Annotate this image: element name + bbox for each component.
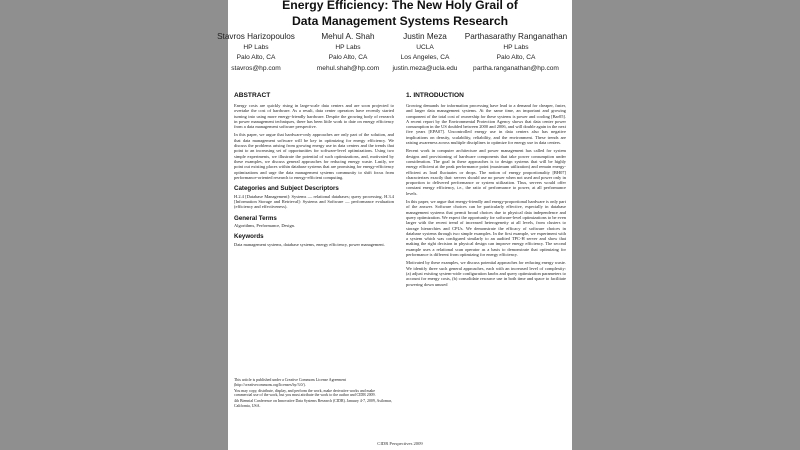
author-location: Palo Alto, CA (328, 54, 368, 61)
conference-line: 4th Biennial Conference on Innovative Data Systems Research (CIDR). January 4-7, 2009, Asilomar, California, USA. (234, 399, 392, 408)
introduction-paragraph: In this paper, we argue that energy-friendly and energy-proportional hardware is only part of the answer. Software choices can be particularly effective, especially in database management systems that permit broad choices due to physical data independence and query optimization. We expect the opportunity for software-level optimizations to be even larger with the recent trend of increased heterogeneity at all levels, from clusters to storage hierarchies and CPUs. We demonstrate the efficacy of software choices in database systems through two simple examples. In the first example, we experiment with a system which was configured similarly to an audited TPC-H server and show that making the right decision in physical design can improve energy efficiency. The second example uses a relational scan operator as a basis to demonstrate that optimizing for performance is different from optimizing for energy efficiency. (406, 199, 567, 258)
author-location: Palo Alto, CA (236, 54, 276, 61)
introduction-heading: 1. INTRODUCTION (406, 92, 464, 99)
introduction-paragraph: Motivated by these examples, we discuss potential approaches for reducing energy waste. We identify three such general approaches, each with an increased level of complexity: (a) adjust existing system-wide configuration knobs and query optimization parameters to account for energy costs, (b) consolidate resource use in both time and space to facilitate powering down unused (406, 260, 566, 287)
license-note (234, 378, 394, 410)
author-4 (460, 32, 572, 74)
author-affiliation: UCLA (416, 43, 434, 51)
license-line: You may copy, distribute, display, and perform the work, make derivative works and make commercial use of the work, but you must attribute the work to the author and CIDR 2009. (234, 388, 376, 398)
author-email: stavros@hp.com (231, 64, 281, 72)
author-name: Mehul A. Shah (321, 32, 375, 41)
categories-heading: Categories and Subject Descriptors (234, 185, 339, 193)
keywords-heading: Keywords (234, 233, 264, 241)
general-terms-text: Algorithms, Performance, Design. (234, 223, 296, 229)
author-email: justin.meza@ucla.edu (392, 64, 458, 72)
keywords-text: Data management systems, database systems, energy efficiency, power management. (234, 241, 385, 247)
introduction-paragraph: Growing demands for information processing have lead to a demand for cheaper, faster, and larger data management systems. At the same time, an important and growing component of the total cost of ownership for these systems is power and cooling [Bar05]. A recent report by the Environmental Protection Agency shows that data center power consumption in the US doubled between 2000 and 2006, and will double again in the next five years [EPA07]. Uncontrolled energy use in data centers also has negative implications on density, scalability, reliability, and the environment. These trends are raising awareness across multiple disciplines to optimize for energy use in data centers. (406, 103, 566, 146)
general-terms-heading: General Terms (234, 214, 277, 222)
abstract-paragraph: In this paper, we argue that hardware-only approaches are only part of the solution, and that data management software will be key in optimizing for energy efficiency. We discuss the problems arising from growing energy use in data centers and the trends that point to an increasing set of opportunities for software-level optimizations. Using two simple experiments, we illustrate the potential of such optimizations, and, motivated by these examples, we discuss general approaches for reducing energy waste. Lastly, we point out existing places within database systems that are promising for energy-efficiency optimizations and urge the data management systems community to shift focus from performance-oriented research to energy-efficient computing. (234, 132, 394, 180)
author-affiliation: HP Labs (503, 43, 529, 51)
abstract-heading: ABSTRACT (234, 92, 271, 99)
author-name: Stavros Harizopoulos (217, 32, 295, 41)
license-line: This article is published under a Creative Commons License Agreement (http://creativecommons.org/licenses/by/3.0/). (234, 378, 347, 387)
author-email: partha.ranganathan@hp.com (473, 64, 559, 72)
title-line-1: Energy Efficiency: The New Holy Grail of (282, 0, 518, 12)
author-location: Palo Alto, CA (496, 54, 536, 61)
page-footer: CIDR Perspectives 2009 (377, 441, 423, 446)
categories-text: H.2.4 [Database Management]: Systems — relational databases; query processing. H.3.4 [Information Storage and Retrieval]: Systems and Software — performance evaluation (efficiency and effectiveness). (234, 193, 394, 210)
author-affiliation: HP Labs (335, 43, 361, 51)
author-email: mehul.shah@hp.com (316, 64, 380, 72)
author-name: Parthasarathy Ranganathan (464, 32, 568, 41)
author-affiliation: HP Labs (243, 43, 269, 51)
author-1 (206, 32, 306, 74)
title-line-2: Data Management Systems Research (291, 14, 509, 28)
author-location: Los Angeles, CA (400, 54, 450, 61)
paper-title (228, 0, 572, 29)
abstract-paragraph: Energy costs are quickly rising in large-scale data centers and are soon projected to overtake the cost of hardware. As a result, data center operators have recently started turning into using more energy-friendly hardware. Despite the growing body of research in power management techniques, there has been little work to date on energy efficiency from a data management software perspective. (234, 103, 394, 130)
paper-page (217, 0, 572, 450)
author-name: Justin Meza (403, 32, 447, 41)
introduction-paragraph: Recent work in computer architecture and power management has called for system designs and provisioning of hardware components that take power consumption under consideration. The goal in these approaches is to design systems that will be highly energy efficient at the peak performance point (maximum utilization) and remain energy-efficient as load fluctuates or drops. The notion of energy proportionality [BH07] characterizes exactly that: servers should use no power when not used and power only in proportion to delivered performance or system utilization. Thus, servers would offer constant energy efficiency, i.e., the ratio of performance to power, at all performance levels. (406, 148, 566, 196)
right-column (406, 92, 566, 446)
author-block (217, 32, 572, 72)
